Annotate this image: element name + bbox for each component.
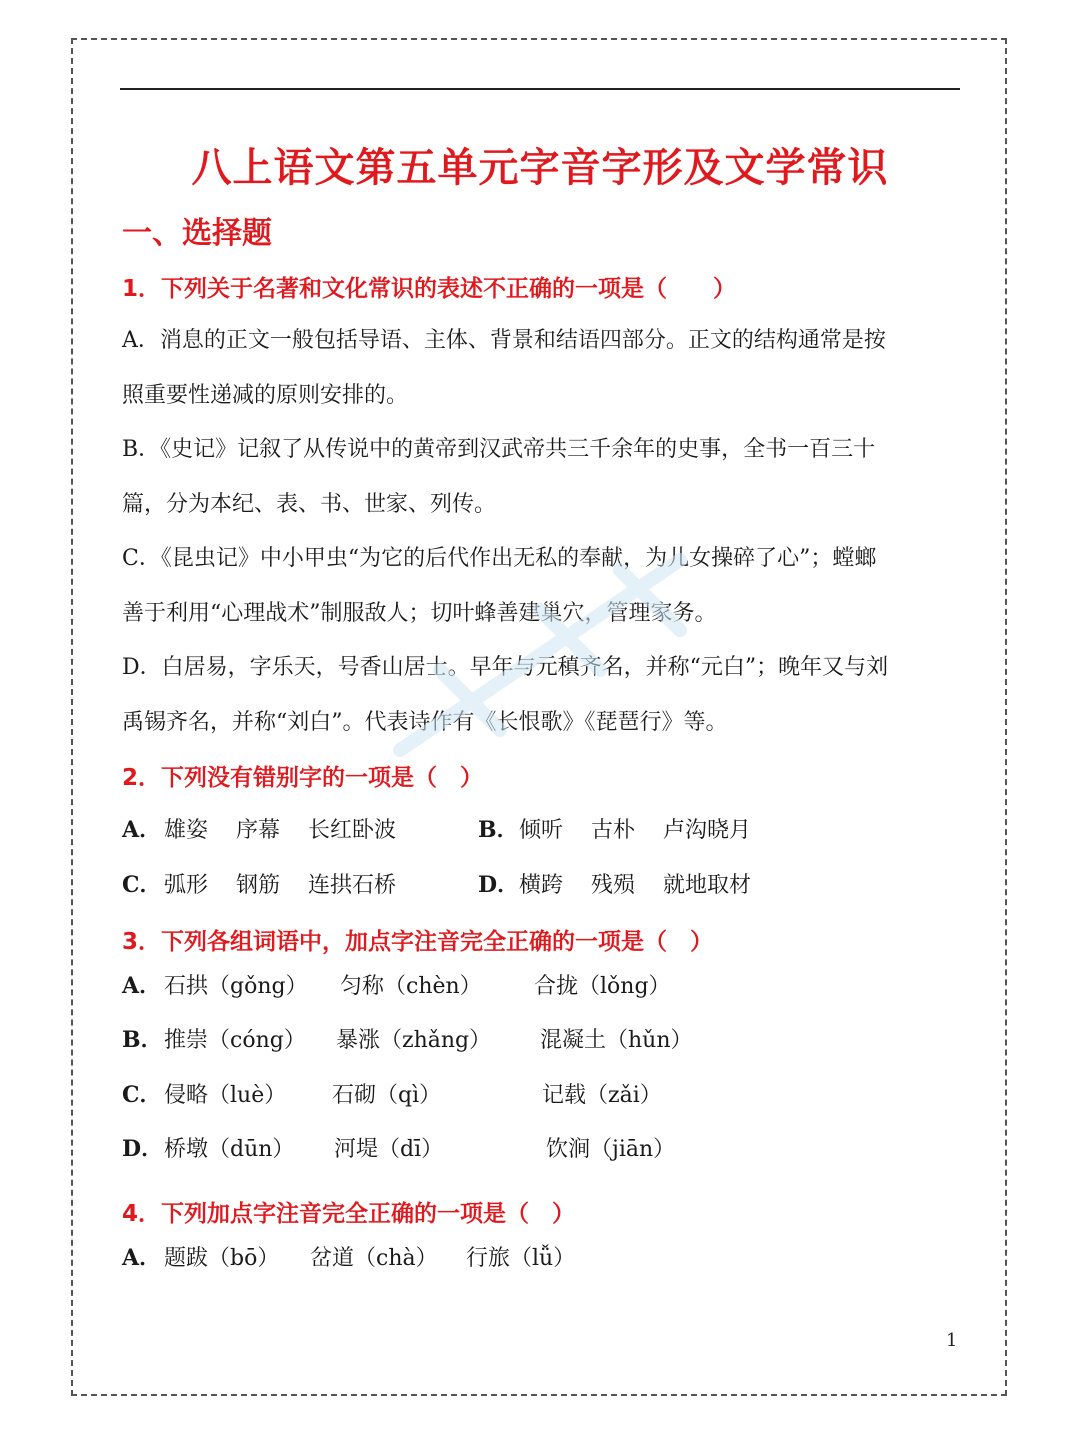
option-word: 横跨 [519,873,564,898]
q1-line: 篇，分为本纪、表、书、世家、列传。 [122,492,497,517]
option-word: 连拱石桥 [308,873,397,898]
option-word: 饮涧（jiān） [546,1137,676,1162]
option-letter: A． [122,1245,162,1271]
option-word: 石砌（qì） [332,1083,442,1108]
option-word: 合拢（lǒng） [534,974,671,999]
option-word: 弧形 [164,873,209,898]
option-word: 河堤（dī） [334,1137,444,1162]
option-word: 题跋（bō） [164,1246,280,1271]
option-word: 残殒 [591,873,636,898]
question-3-stem: 3．下列各组词语中，加点字注音完全正确的一项是（ ） [122,929,714,955]
question-2-stem: 2．下列没有错别字的一项是（ ） [122,765,484,791]
option-word: 记载（zǎi） [542,1083,662,1108]
option-word: 卢沟晓月 [663,818,752,843]
option-letter: B． [478,817,519,843]
option-word: 长红卧波 [308,818,397,843]
option-word: 序幕 [236,818,281,843]
q1-line: C．《昆虫记》中小甲虫“为它的后代作出无私的奉献，为儿女操碎了心”；螳螂 [122,546,877,571]
option-word: 古朴 [591,818,636,843]
question-1-stem: 1．下列关于名著和文化常识的表述不正确的一项是（ ） [122,276,737,302]
page-number: 1 [946,1330,958,1351]
section-heading: 一、选择题 [122,216,272,251]
option-letter: C． [122,1082,162,1108]
option-letter: C． [122,872,162,898]
option-letter: B． [122,1027,163,1053]
option-letter: D． [122,1136,164,1162]
page-title: 八上语文第五单元字音字形及文学常识 [191,145,889,191]
option-word: 推崇（cóng） [164,1028,306,1053]
option-word: 匀称（chèn） [340,974,482,999]
option-word: 雄姿 [164,818,209,843]
option-word: 岔道（chà） [310,1246,438,1271]
option-word: 暴涨（zhǎng） [336,1028,492,1053]
q1-line: A．消息的正文一般包括导语、主体、背景和结语四部分。正文的结构通常是按 [122,328,886,353]
question-4-stem: 4．下列加点字注音完全正确的一项是（ ） [122,1201,576,1227]
option-letter: D． [478,872,520,898]
option-word: 石拱（gǒng） [164,974,308,999]
option-word: 侵略（luè） [164,1083,287,1108]
header-rule [120,88,960,90]
option-word: 行旅（lǚ） [466,1246,576,1271]
option-letter: A． [122,973,162,999]
option-word: 桥墩（dūn） [164,1137,295,1162]
option-letter: A． [122,817,162,843]
option-word: 钢筋 [236,873,281,898]
q1-line: 照重要性递减的原则安排的。 [122,383,409,408]
option-word: 混凝土（hǔn） [540,1028,693,1053]
q1-line: 禹锡齐名，并称“刘白”。代表诗作有《长恨歌》《琵琶行》等。 [122,710,728,735]
q1-line: D．白居易，字乐天，号香山居士。早年与元稹齐名，并称“元白”；晚年又与刘 [122,655,889,680]
q1-line: B．《史记》记叙了从传说中的黄帝到汉武帝共三千余年的史事，全书一百三十 [122,437,876,462]
option-word: 就地取材 [663,873,752,898]
q1-line: 善于利用“心理战术”制服敌人；切叶蜂善建巢穴，管理家务。 [122,601,717,626]
option-word: 倾听 [519,818,564,843]
